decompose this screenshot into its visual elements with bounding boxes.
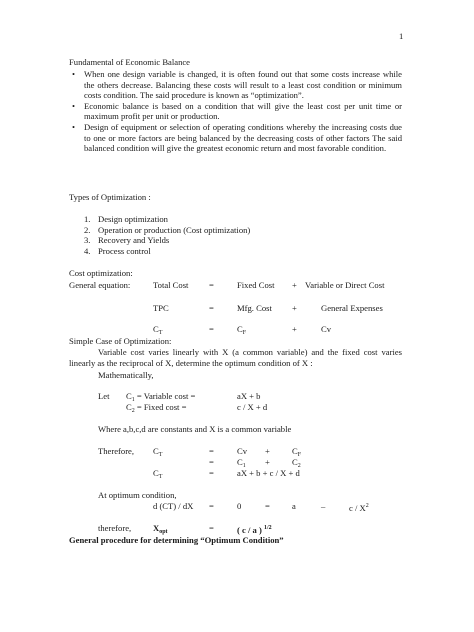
t1-lhs: $C_T$ bbox=[153, 446, 163, 458]
bullet-list bbox=[69, 69, 402, 154]
simple-case-title: Simple Case of Optimization: bbox=[69, 336, 172, 346]
c1-definition: $C_1$ = Variable cost = bbox=[126, 391, 196, 403]
c2-definition: $C_2$ = Fixed cost = bbox=[126, 402, 187, 414]
list-item bbox=[84, 235, 250, 246]
eq-row1-plus: + bbox=[292, 280, 297, 290]
list-text: Design optimization bbox=[98, 214, 168, 224]
bullet-item: • Economic balance is based on a condition that will give the least cost per unit time or maximum profit per unit or production. bbox=[69, 101, 402, 122]
general-eq-label: General equation: bbox=[69, 280, 131, 290]
derivative-minus: – bbox=[321, 501, 326, 511]
cost-opt-title: Cost optimization: bbox=[69, 268, 133, 278]
eq-row3-term-a: $C_T$ bbox=[153, 324, 163, 336]
list-text: Recovery and Yields bbox=[98, 235, 170, 246]
eq-row2-plus: + bbox=[292, 303, 297, 313]
bullet-item: • Design of equipment or selection of operating conditions whereby the increasing costs due to one or more factors are being balanced by the decreasing costs of other factors The said balanced condition will give the greatest economic return and most favorable condition. bbox=[69, 122, 402, 154]
x-opt-equals: = bbox=[209, 523, 214, 533]
t2-equals: = bbox=[209, 457, 214, 467]
derivative-a: a bbox=[292, 501, 296, 511]
eq-row1-term-a: Total Cost bbox=[153, 280, 189, 290]
derivative-lhs: d (CT) / dX bbox=[153, 501, 194, 511]
eq-row2-term-c: General Expenses bbox=[321, 303, 383, 313]
x-opt-value: ( c / a ) $^{1/2}$ bbox=[237, 525, 272, 535]
where-statement: Where a,b,c,d are constants and X is a common variable bbox=[98, 424, 292, 434]
section-heading: Fundamental of Economic Balance bbox=[69, 57, 190, 67]
list-text: Operation or production (Cost optimization) bbox=[98, 224, 251, 235]
t3-lhs: $C_T$ bbox=[153, 468, 163, 480]
eq-row2-term-a: TPC bbox=[153, 303, 169, 313]
eq-row3-term-b: $C_F$ bbox=[237, 324, 247, 336]
eq-row3-equals: = bbox=[209, 324, 214, 334]
derivative-c-over-x2: c / $X^2$ bbox=[349, 503, 369, 513]
eq-row1-term-c: Variable or Direct Cost bbox=[305, 280, 385, 290]
types-list bbox=[84, 214, 250, 256]
eq-row3-term-c: Cv bbox=[321, 324, 332, 334]
c2-expression: c / X + d bbox=[237, 402, 268, 412]
mathematically-label: Mathematically, bbox=[98, 370, 154, 380]
derivative-zero: 0 bbox=[237, 501, 242, 511]
types-title: Types of Optimization : bbox=[69, 192, 151, 202]
derivative-equals: = bbox=[209, 501, 214, 511]
t1-term-c: $C_F$ bbox=[292, 446, 302, 458]
t3-expression: aX + b + c / X + d bbox=[237, 468, 300, 478]
c1-expression: aX + b bbox=[237, 391, 261, 401]
x-opt-symbol: $X_{opt}$ bbox=[153, 523, 168, 535]
list-item bbox=[84, 225, 250, 236]
eq-row3-plus: + bbox=[292, 324, 297, 334]
t1-term-b: Cv bbox=[237, 446, 248, 456]
eq-row2-equals: = bbox=[209, 303, 214, 313]
page-number: 1 bbox=[399, 31, 404, 41]
optimum-condition-label: At optimum condition, bbox=[98, 490, 177, 500]
list-item bbox=[84, 214, 250, 225]
eq-row2-term-b: Mfg. Cost bbox=[237, 303, 272, 313]
t2-term-c: $C_2$ bbox=[292, 457, 301, 469]
list-item bbox=[84, 246, 250, 257]
list-text: Process control bbox=[98, 245, 151, 256]
eq-row1-equals: = bbox=[209, 280, 214, 290]
simple-case-paragraph: Variable cost varies linearly with X (a common variable) and the fixed cost varies linearly as the reciprocal of X, determine the optimum condition of X : bbox=[69, 347, 402, 368]
eq-row1-term-b: Fixed Cost bbox=[237, 280, 275, 290]
bullet-item: • When one design variable is changed, it is often found out that some costs increase while the others decrease. Balancing these costs will result to a least cost condition or minimum costs condition. The said procedure is known as “optimization”. bbox=[69, 69, 402, 101]
list-number: 1. bbox=[84, 214, 91, 224]
t1-plus: + bbox=[265, 446, 270, 456]
list-number: 4. bbox=[84, 245, 91, 256]
t2-plus: + bbox=[265, 457, 270, 467]
list-number: 3. bbox=[84, 235, 91, 246]
therefore-label: Therefore, bbox=[98, 446, 135, 456]
t3-equals: = bbox=[209, 468, 214, 478]
therefore-label-2: therefore, bbox=[98, 523, 132, 533]
t2-term-b: $C_1$ bbox=[237, 457, 246, 469]
let-label: Let bbox=[98, 391, 110, 401]
t1-equals: = bbox=[209, 446, 214, 456]
list-number: 2. bbox=[84, 224, 91, 235]
general-procedure-heading: General procedure for determining “Optimum Condition” bbox=[69, 535, 284, 545]
derivative-equals-2: = bbox=[265, 501, 270, 511]
